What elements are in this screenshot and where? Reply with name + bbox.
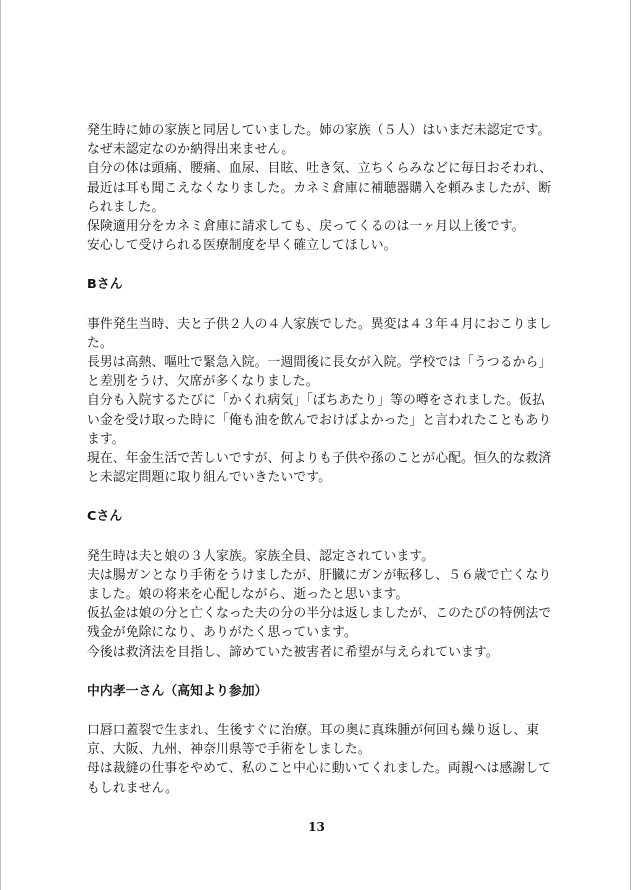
paragraph: 発生時に姉の家族と同居していました。姉の家族（５人）はいまだ未認定です。なぜ未認定なのか納得出来ません。 [87, 123, 551, 158]
paragraph: 母は裁縫の仕事をやめて、私のこと中心に動いてくれました。両親へは感謝してもしれません。 [87, 761, 552, 796]
paragraph: 安心して受けられる医療制度を早く確立してほしい。 [87, 238, 397, 254]
paragraph: 事件発生当時、夫と子供２人の４人家族でした。異変は４３年４月におこりました。 [87, 316, 552, 351]
paragraph: 夫は腸ガンとなり手術をうけましたが、肝臓にガンが転移し、５６歳で亡くなりました。娘の将来を心配しながら、逝ったと思います。 [87, 567, 552, 603]
paragraph: 長男は高熱、嘔吐で緊急入院。一週間後に長女が入院。学校では「うつるから」と差別をうけ、欠席が多くなりました。 [87, 355, 552, 390]
paragraph: 口唇口蓋裂で生まれ、生後すぐに治療。耳の奥に真珠腫が何回も繰り返し、東京、大阪、九州、神奈川県等で手術をしました。 [87, 723, 540, 758]
paragraph: 保険適用分をカネミ倉庫に請求しても、戻ってくるのは一ヶ月以上後です。 [87, 219, 525, 235]
paragraph: 自分も入院するたびに「かくれ病気」「ばちあたり」等の噂をされました。仮払い金を受け取った時に「俺も油を飲んでおけばよかった」と言われたこともあります。 [87, 393, 552, 447]
paragraph: 現在、年金生活で苦しいですが、何よりも子供や孫のことが心配。恒久的な救済と未認定問題に取り組んでいきたいです。 [87, 451, 552, 486]
section-heading-nakauchi: 中内孝一さん（高知より参加） [87, 683, 268, 699]
paragraph: 今後は救済法を目指し、諦めていた被害者に希望が与えられています。 [87, 644, 499, 660]
paragraph: 仮払金は娘の分と亡くなった夫の分の半分は返しましたが、このたびの特例法で残金が免除になり、ありがたく思っています。 [87, 606, 552, 641]
paragraph: 発生時は夫と娘の３人家族。家族全員、認定されています。 [87, 548, 435, 564]
section-heading-b: Bさん [87, 277, 123, 293]
document-body [87, 121, 557, 798]
section-heading-c: Cさん [87, 509, 123, 525]
paragraph: 自分の体は頭痛、腰痛、血尿、目眩、吐き気、立ちくらみなどに毎日おそわれ、最近は耳も聞こえなくなりました。カネミ倉庫に補聴器購入を頼みましたが、断られました。 [87, 161, 553, 215]
page-number: 13 [308, 820, 325, 834]
